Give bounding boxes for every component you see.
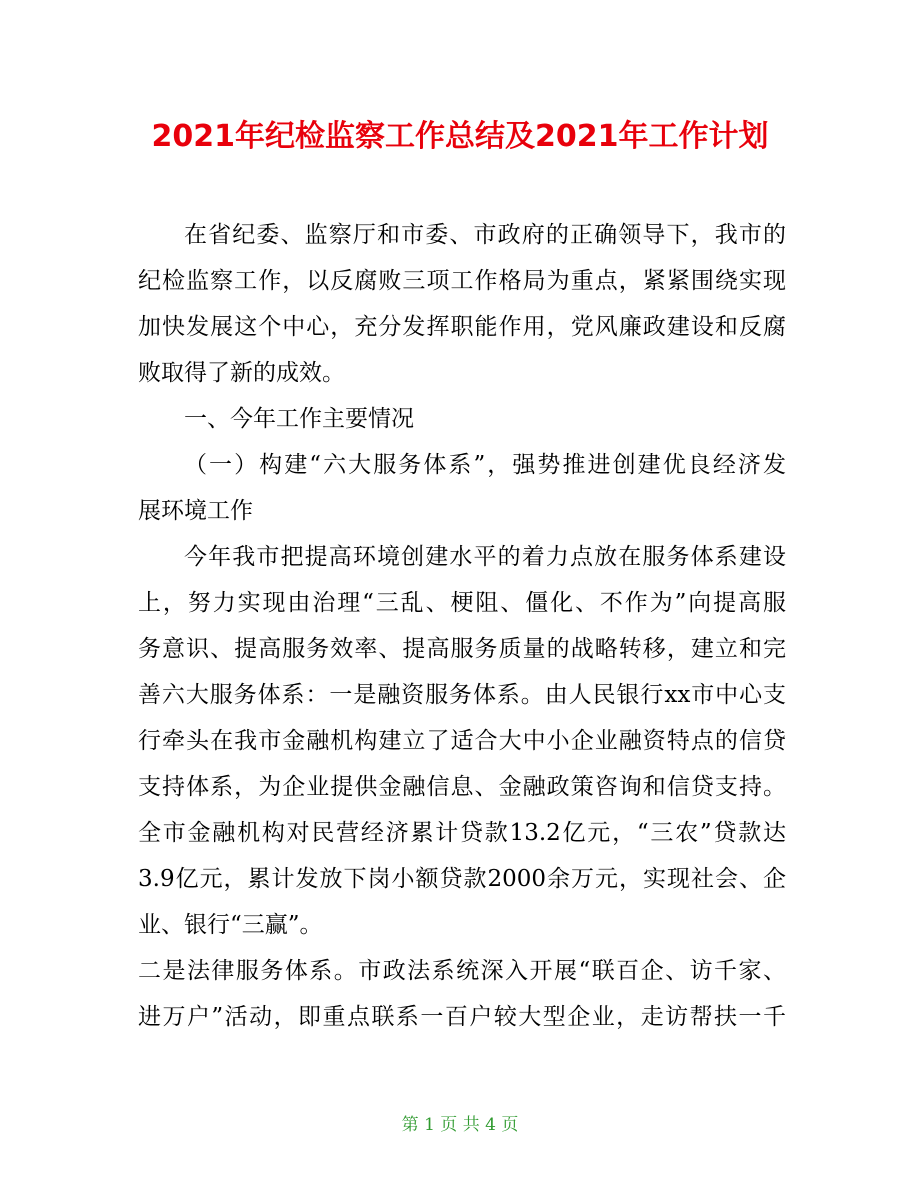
body-line: 进万户”活动，即重点联系一百户较大型企业，走访帮扶一千 [138,1004,786,1030]
body-line: 加快发展这个中心，充分发挥职能作用，党风廉政建设和反腐 [138,314,786,340]
body-line: 纪检监察工作，以反腐败三项工作格局为重点，紧紧围绕实现 [138,268,786,294]
body-line: 败取得了新的成效。 [138,360,345,386]
document-body [138,212,786,1040]
subsection-heading: （一）构建“六大服务体系”，强势推进创建优良经济发 [184,452,786,478]
body-line: 全市金融机构对民营经济累计贷款13.2亿元，“三农”贷款达 [138,820,786,846]
section-heading: 一、今年工作主要情况 [184,406,414,432]
body-line: 二是法律服务体系。市政法系统深入开展“联百企、访千家、 [138,958,786,984]
body-line: 上，努力实现由治理“三乱、梗阻、僵化、不作为”向提高服 [138,590,786,616]
page-number-footer: 第 1 页 共 4 页 [401,1115,519,1135]
subsection-heading-continued: 展环境工作 [138,498,253,524]
body-line: 支持体系，为企业提供金融信息、金融政策咨询和信贷支持。 [138,774,786,800]
body-line: 在省纪委、监察厅和市委、市政府的正确领导下，我市的 [184,222,786,248]
body-line: 今年我市把提高环境创建水平的着力点放在服务体系建设 [184,544,786,570]
body-line: 务意识、提高服务效率、提高服务质量的战略转移，建立和完 [138,636,786,662]
body-line: 3.9亿元，累计发放下岗小额贷款2000余万元，实现社会、企 [138,866,786,892]
document-title: 2021年纪检监察工作总结及2021年工作计划 [151,119,769,154]
body-line: 善六大服务体系：一是融资服务体系。由人民银行xx市中心支 [138,682,786,708]
body-line: 行牵头在我市金融机构建立了适合大中小企业融资特点的信贷 [138,728,786,754]
body-line: 业、银行“三赢”。 [138,912,323,938]
